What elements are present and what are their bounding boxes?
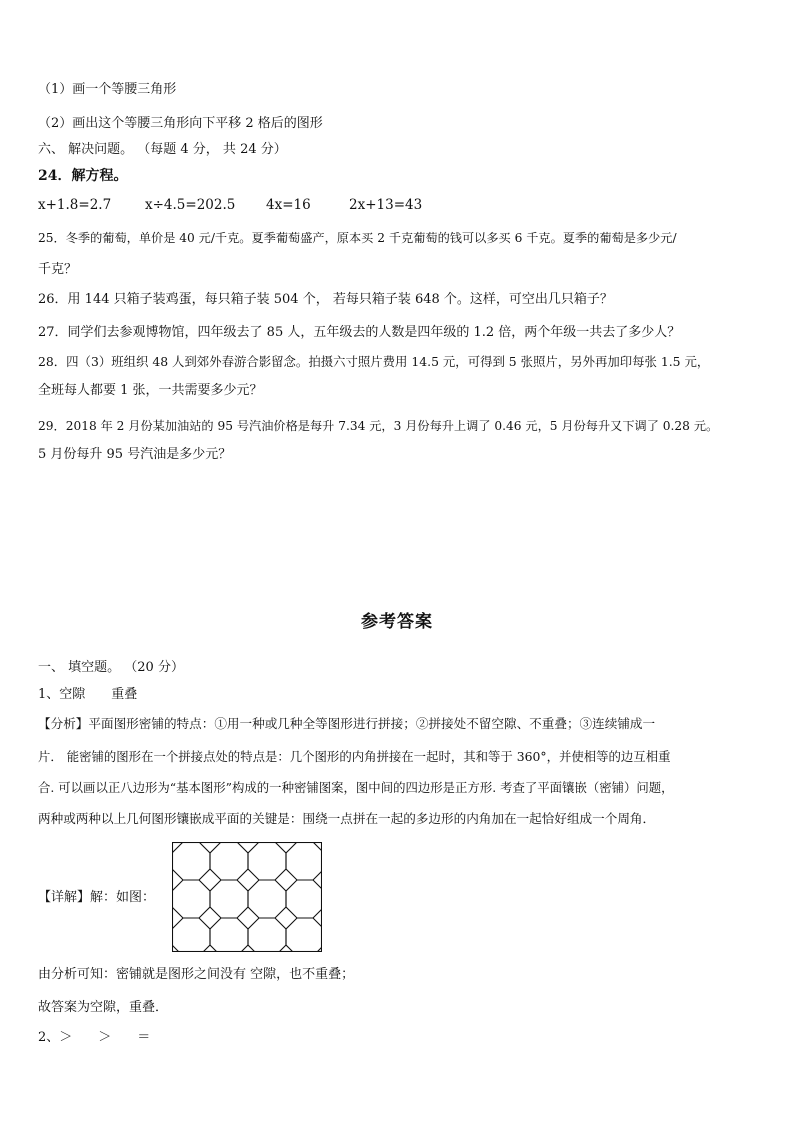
octagon xyxy=(210,880,248,918)
question-24-title: 24．解方程。 xyxy=(38,168,128,184)
question-draw-2: （2）画出这个等腰三角形向下平移 2 格后的图形 xyxy=(38,116,323,131)
question-28-line-1: 28．四（3）班组织 48 人到郊外春游合影留念。拍摄六寸照片费用 14.5 元，可得到 5 张照片，另外再加印每张 1.5 元， xyxy=(38,354,710,369)
question-27: 27．同学们去参观博物馆，四年级去了 85 人，五年级去的人数是四年级的 1.2 倍，两个年级一共去了多少人？ xyxy=(38,325,681,340)
octagon xyxy=(210,918,248,952)
octagon xyxy=(286,918,322,952)
answers-title: 参考答案 xyxy=(361,612,433,632)
equation-3: 4x=16 xyxy=(266,197,311,213)
question-28-line-2: 全班每人都要 1 张，一共需要多少元？ xyxy=(38,383,263,398)
octagon xyxy=(248,842,286,880)
question-draw-1: （1）画一个等腰三角形 xyxy=(38,82,177,97)
detail-label: 【详解】解：如图： xyxy=(38,890,156,905)
octagon xyxy=(172,842,210,880)
tiling-octagons xyxy=(172,842,322,952)
octagon xyxy=(248,880,286,918)
conclusion-line-1: 由分析可知：密铺就是图形之间没有 空隙，也不重叠； xyxy=(38,967,355,982)
octagon xyxy=(210,842,248,880)
question-26: 26．用 144 只箱子装鸡蛋，每只箱子装 504 个， 若每只箱子装 648 个。这样，可空出几只箱子？ xyxy=(38,292,613,307)
octagon xyxy=(172,918,210,952)
analysis-line-1: 【分析】平面图形密铺的特点：①用一种或几种全等图形进行拼接；②拼接处不留空隙、不重叠；③连续铺成一 xyxy=(38,716,656,731)
octagon-tiling-figure xyxy=(172,842,322,952)
question-29-line-1: 29．2018 年 2 月份某加油站的 95 号汽油价格是每升 7.34 元，3 月份每升上调了 0.46 元，5 月份每升又下调了 0.28 元。 xyxy=(38,419,719,433)
section-6-heading: 六、 解决问题。 （每题 4 分， 共 24 分） xyxy=(38,142,287,157)
tiling-frame xyxy=(173,843,322,952)
equation-4: 2x+13=43 xyxy=(349,197,423,213)
octagon xyxy=(248,918,286,952)
equation-1: x+1.8=2.7 xyxy=(38,197,112,213)
analysis-line-2: 片． 能密铺的图形在一个拼接点处的特点是：几个图形的内角拼接在一起时，其和等于 360°，并使相等的边互相重 xyxy=(38,749,671,764)
conclusion-line-2: 故答案为空隙，重叠． xyxy=(38,1000,169,1015)
octagon xyxy=(172,880,210,918)
analysis-line-3: 合. 可以画以正八边形为“基本图形”构成的一种密铺图案，图中间的四边形是正方形. 考查了平面镶嵌（密铺）问题， xyxy=(38,780,674,795)
answer-2: 2、＞ ＞ ＝ xyxy=(38,1030,151,1045)
answer-1: 1、空隙 重叠 xyxy=(38,687,138,702)
equation-2: x÷4.5=202.5 xyxy=(145,197,236,213)
question-25-line-1: 25．冬季的葡萄，单价是 40 元/千克。夏季葡萄盛产，原本买 2 千克葡萄的钱可以多买 6 千克。夏季的葡萄是多少元/ xyxy=(38,231,677,245)
question-25-line-2: 千克？ xyxy=(38,262,78,277)
answers-section-1-heading: 一、 填空题。 （20 分） xyxy=(38,660,184,675)
question-29-line-2: 5 月份每升 95 号汽油是多少元？ xyxy=(38,447,232,462)
octagon xyxy=(286,880,322,918)
analysis-line-4: 两种或两种以上几何图形镶嵌成平面的关键是：围绕一点拼在一起的多边形的内角加在一起恰好组成一个周角． xyxy=(38,811,656,826)
octagon xyxy=(286,842,322,880)
